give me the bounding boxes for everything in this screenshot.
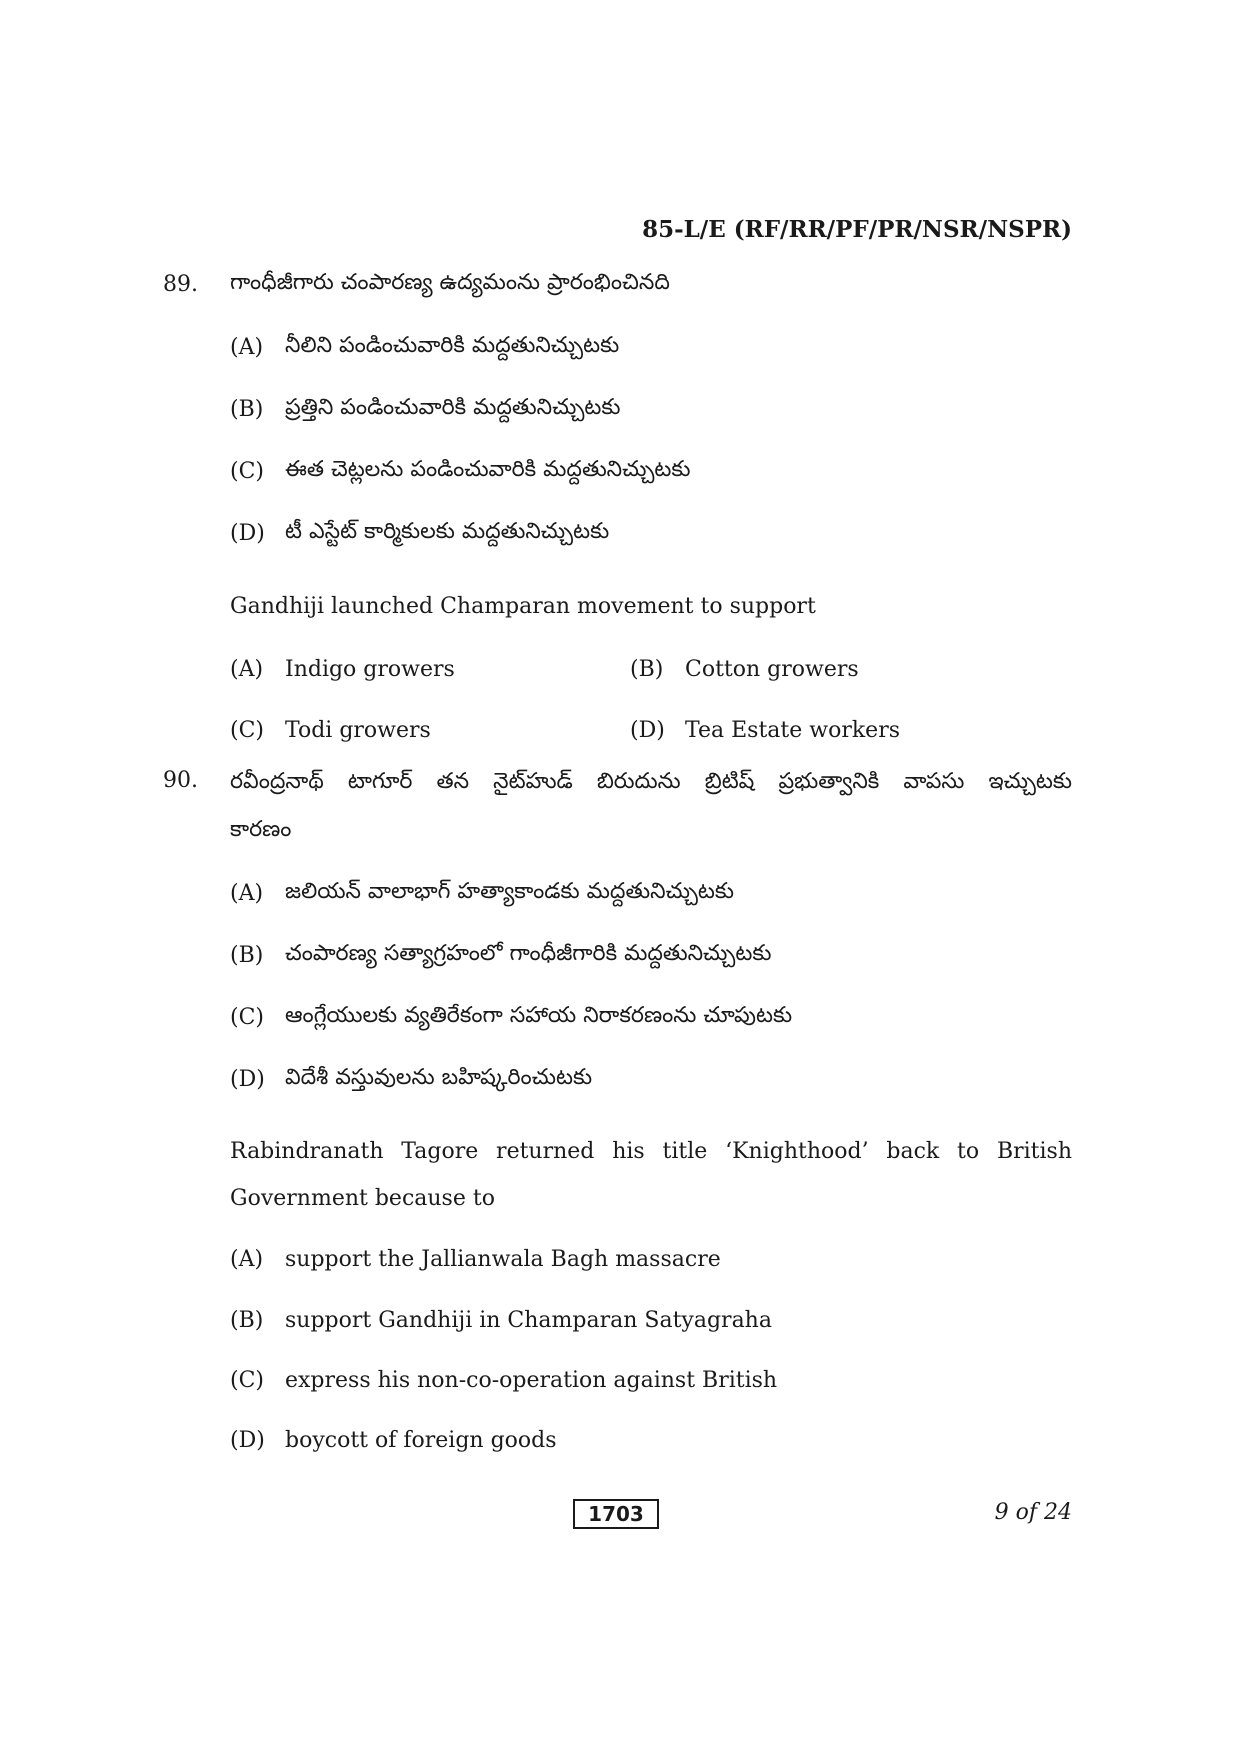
- q90-en-option-b-text: support Gandhiji in Champaran Satyagraha: [285, 1308, 772, 1333]
- q90-en-option-b-label: (B): [230, 1308, 264, 1333]
- q89-te-option-d-text: టీ ఎస్టేట్ కార్మికులకు మద్దతునిచ్చుటకు: [285, 519, 610, 544]
- q89-te-option-a-text: నీలిని పండించువారికి మద్దతునిచ్చుటకు: [285, 333, 620, 358]
- q89-en-option-d-label: (D): [630, 718, 665, 743]
- q89-telugu-question: గాంధీజీగారు చంపారణ్య ఉద్యమంను ప్రారంభించినది: [230, 270, 670, 295]
- question-number-89: 89.: [163, 272, 198, 297]
- q90-te-option-a-label: (A): [230, 881, 264, 906]
- q90-en-option-d-label: (D): [230, 1428, 265, 1453]
- q90-english-question-line2: Government because to: [230, 1186, 495, 1211]
- q89-en-option-a-label: (A): [230, 657, 264, 682]
- question-number-90: 90.: [163, 768, 198, 793]
- q90-telugu-question-line2: కారణం: [230, 817, 292, 842]
- q90-en-option-d-text: boycott of foreign goods: [285, 1428, 557, 1453]
- q90-en-option-a-text: support the Jallianwala Bagh massacre: [285, 1247, 721, 1272]
- q89-te-option-a-label: (A): [230, 335, 264, 360]
- q90-en-option-c-label: (C): [230, 1368, 264, 1393]
- q90-te-option-c-label: (C): [230, 1005, 264, 1030]
- q89-te-option-b-label: (B): [230, 397, 264, 422]
- q90-te-option-d-text: విదేశీ వస్తువులను బహిష్కరించుటకు: [285, 1065, 593, 1090]
- q89-te-option-d-label: (D): [230, 521, 265, 546]
- q89-english-question: Gandhiji launched Champaran movement to support: [230, 594, 816, 619]
- footer-booklet-code: 1703: [573, 1499, 659, 1529]
- q89-te-option-b-text: ప్రత్తిని పండించువారికి మద్దతునిచ్చుటకు: [285, 395, 621, 420]
- q90-english-question-line1: Rabindranath Tagore returned his title ‘Knighthood’ back to British: [230, 1139, 1072, 1164]
- q90-te-option-d-label: (D): [230, 1067, 265, 1092]
- booklet-series-code: 85-L/E (RF/RR/PF/PR/NSR/NSPR): [642, 216, 1072, 243]
- page-number: 9 of 24: [994, 1500, 1072, 1525]
- q90-te-option-b-label: (B): [230, 943, 264, 968]
- q89-en-option-a-text: Indigo growers: [285, 657, 455, 682]
- q90-te-option-a-text: జలియన్ వాలాభాగ్ హత్యాకాండకు మద్దతునిచ్చుటకు: [285, 879, 734, 904]
- q89-en-option-c-label: (C): [230, 718, 264, 743]
- q90-te-option-b-text: చంపారణ్య సత్యాగ్రహంలో గాంధీజీగారికి మద్దతునిచ్చుటకు: [285, 941, 772, 966]
- q90-en-option-c-text: express his non-co-operation against British: [285, 1368, 778, 1393]
- q89-te-option-c-label: (C): [230, 459, 264, 484]
- q89-te-option-c-text: ఈత చెట్లలను పండించువారికి మద్దతునిచ్చుటకు: [285, 457, 691, 482]
- q90-telugu-question-line1: రవీంద్రనాథ్ టాగూర్ తన నైట్‌హుడ్ బిరుదును బ్రిటిష్ ప్రభుత్వానికి వాపసు ఇచ్చుటకు: [230, 769, 1072, 794]
- q89-en-option-b-label: (B): [630, 657, 664, 682]
- q90-en-option-a-label: (A): [230, 1247, 264, 1272]
- q89-en-option-d-text: Tea Estate workers: [685, 718, 901, 743]
- q90-te-option-c-text: ఆంగ్లేయులకు వ్యతిరేకంగా సహాయ నిరాకరణంను చూపుటకు: [285, 1003, 793, 1028]
- q89-en-option-b-text: Cotton growers: [685, 657, 859, 682]
- q89-en-option-c-text: Todi growers: [285, 718, 431, 743]
